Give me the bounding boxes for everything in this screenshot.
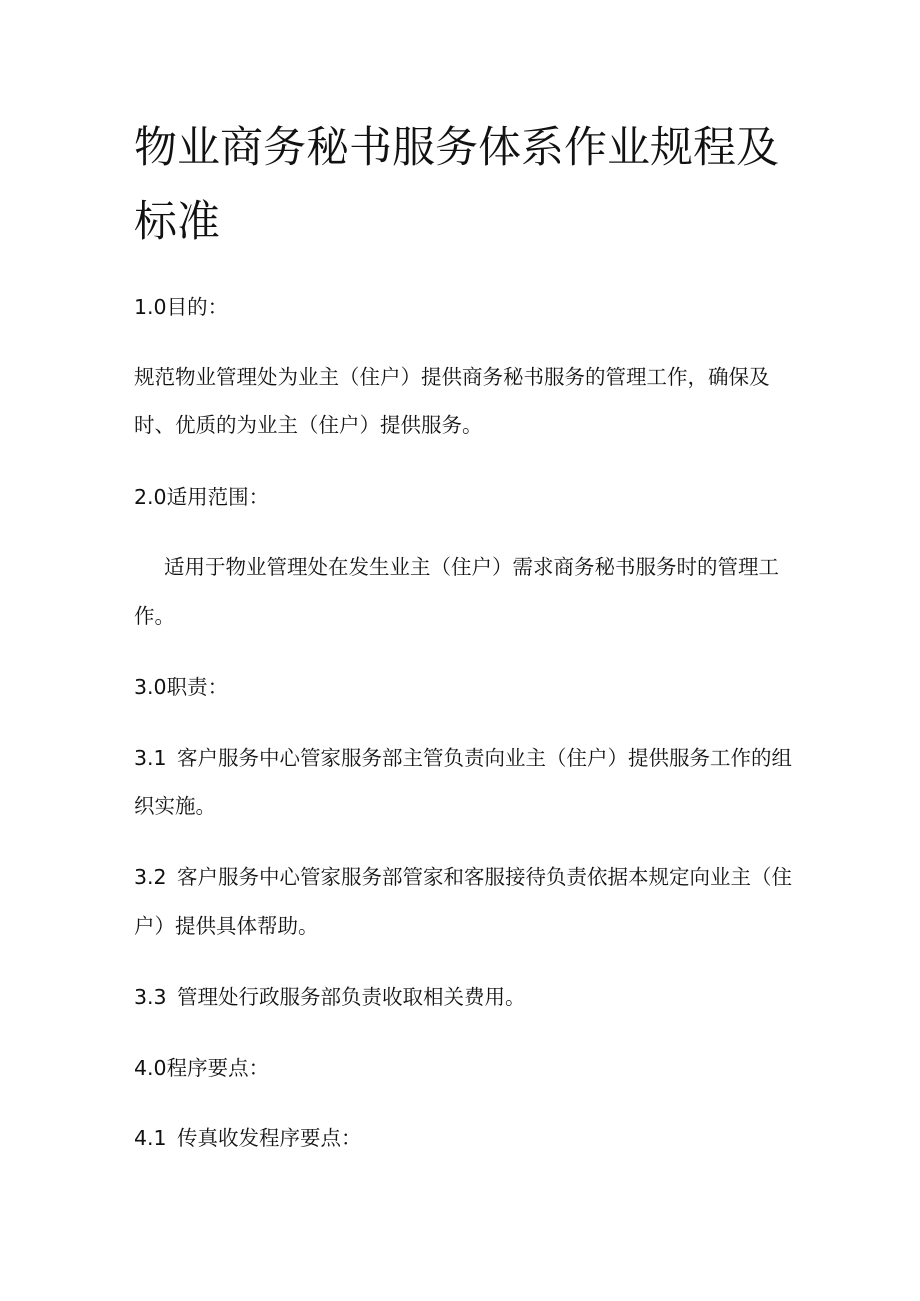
section-2-text-line-2: 作。 xyxy=(134,604,175,628)
section-3-3-number: 3.3 xyxy=(134,985,167,1009)
section-1-heading: 1.0目的： xyxy=(134,295,229,319)
section-3-1-text: 客户服务中心管家服务部主管负责向业主（住户）提供服务工作的组 xyxy=(177,746,792,770)
section-3-3-text: 管理处行政服务部负责收取相关费用。 xyxy=(177,985,526,1009)
section-3-1-line-2: 织实施。 xyxy=(134,794,216,818)
section-4-1-number: 4.1 xyxy=(134,1126,167,1150)
section-1-text-line-1: 规范物业管理处为业主（住户）提供商务秘书服务的管理工作，确保及 xyxy=(134,365,770,389)
section-3-1-number: 3.1 xyxy=(134,746,167,770)
section-3-2-line-2: 户）提供具体帮助。 xyxy=(134,914,319,938)
section-3-2-number: 3.2 xyxy=(134,865,167,889)
section-4-1-line-1 xyxy=(134,1111,784,1165)
section-3-1-line-1 xyxy=(134,731,792,785)
section-3-2-line-1 xyxy=(134,850,792,904)
section-3-heading: 3.0职责： xyxy=(134,675,229,699)
section-2-text-line-1: 适用于物业管理处在发生业主（住户）需求商务秘书服务时的管理工 xyxy=(164,555,779,579)
section-1-text-line-2: 时、优质的为业主（住户）提供服务。 xyxy=(134,413,483,437)
section-2-heading: 2.0适用范围： xyxy=(134,485,270,509)
document-title-line-2: 标准 xyxy=(134,197,220,247)
section-4-heading: 4.0程序要点： xyxy=(134,1056,270,1080)
section-3-3-line-1 xyxy=(134,970,784,1024)
section-3-2-text: 客户服务中心管家服务部管家和客服接待负责依据本规定向业主（住 xyxy=(177,865,792,889)
section-4-1-text: 传真收发程序要点： xyxy=(177,1126,362,1150)
document-title-line-1: 物业商务秘书服务体系作业规程及 xyxy=(134,123,779,173)
